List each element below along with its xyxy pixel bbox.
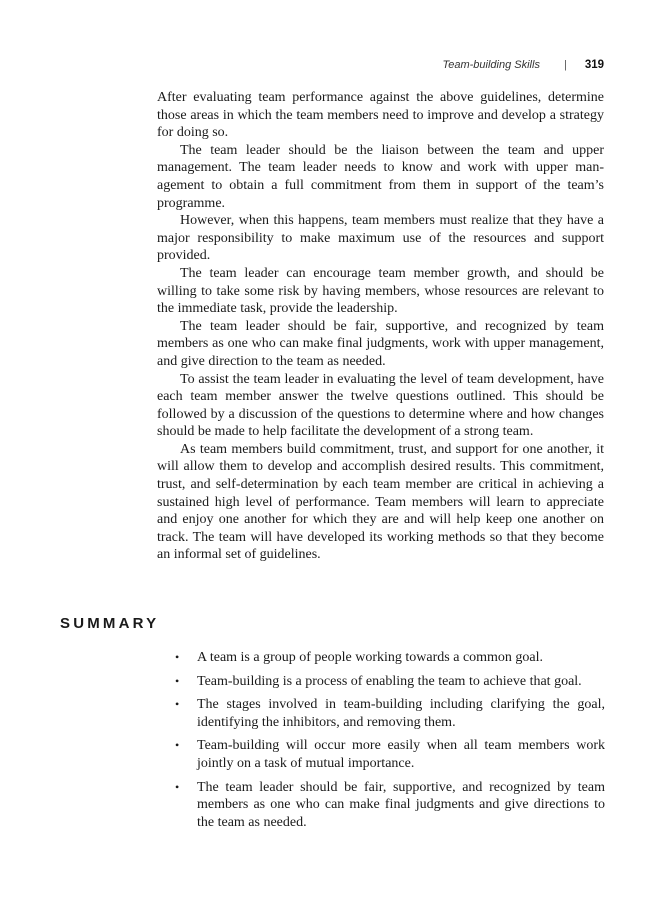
header-separator: | bbox=[563, 59, 567, 71]
summary-item bbox=[175, 649, 605, 667]
paragraph: The team leader should be the liaison between the team and upper management. The team leader needs to know and work with upper management to obtain a full commitment from them in support of the team’s programme. bbox=[157, 142, 604, 211]
summary-item-text: The stages involved in team-building including clarifying the goal, identifying the inhibitors, and removing them. bbox=[197, 697, 605, 730]
summary-item bbox=[175, 779, 605, 832]
bullet-icon: • bbox=[175, 738, 180, 753]
paragraph: However, when this happens, team members must realize that they have a major responsibility to make maximum use of the resources and support provided. bbox=[157, 213, 604, 264]
bullet-icon: • bbox=[175, 779, 180, 794]
bullet-icon: • bbox=[175, 673, 180, 688]
summary-item bbox=[175, 673, 605, 691]
summary-item-text: A team is a group of people working towards a common goal. bbox=[197, 650, 544, 665]
paragraph: After evaluating team performance against the above guidelines, determine those areas in which the team members need to improve and develop a strategy for doing so. bbox=[157, 90, 604, 141]
paragraph: To assist the team leader in evaluating the level of team development, have each team member answer the twelve questions outlined. This should be followed by a discussion of the questions to determine where and how changes should be made to help facilitate the development of a strong team. bbox=[157, 371, 604, 440]
summary-item bbox=[175, 696, 605, 731]
paragraph: As team members build commitment, trust, and support for one another, it will allow them to develop and accomplish desired results. This commitment, trust, and self-determination by each team member are critical in achieving a sustained high level of performance. Team members will learn to appreciate and enjoy one another for which they are and will help keep one another on track. The team will have developed its working methods so that they become an informal set of guidelines. bbox=[157, 441, 604, 563]
summary-item-text: The team leader should be fair, supportive, and recognized by team members as one who can make final judgments and give directions to the team as needed. bbox=[197, 779, 605, 830]
body-text bbox=[157, 89, 604, 564]
bullet-icon: • bbox=[175, 650, 180, 664]
running-title: Team-building Skills bbox=[442, 59, 540, 71]
bullet-icon: • bbox=[175, 697, 180, 712]
summary-item-text: Team-building will occur more easily when all team members work jointly on a task of mutual importance. bbox=[197, 738, 605, 771]
page-number: 319 bbox=[584, 59, 604, 71]
paragraph: The team leader can encourage team member growth, and should be willing to take some risk by having members, whose resources are relevant to the immediate task, provide the leadership. bbox=[157, 265, 604, 317]
summary-item bbox=[175, 737, 605, 772]
running-head bbox=[443, 59, 604, 71]
section-heading-summary: SUMMARY bbox=[60, 615, 160, 632]
summary-list bbox=[175, 649, 605, 837]
summary-item-text: Team-building is a process of enabling the team to achieve that goal. bbox=[197, 673, 582, 689]
paragraph: The team leader should be fair, supportive, and recognized by team members as one who can make final judgments, work with upper management, and give direction to the team as needed. bbox=[157, 318, 604, 369]
